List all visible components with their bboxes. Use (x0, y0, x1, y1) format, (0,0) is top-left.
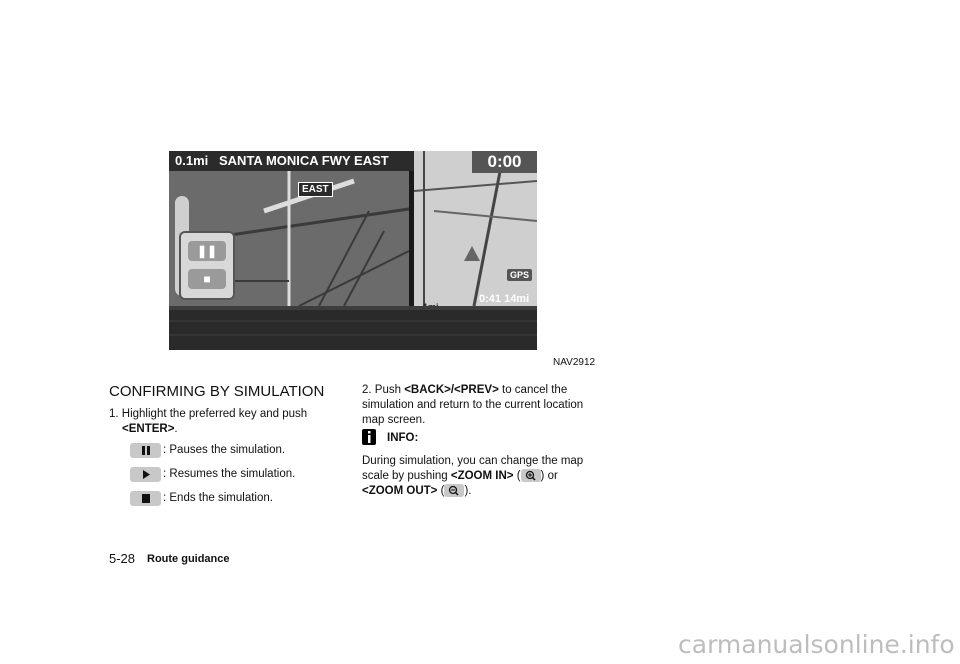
back-prev-keys: <BACK>/<PREV> (404, 384, 499, 396)
step-1 (109, 407, 348, 437)
zoom-in-key: <ZOOM IN> (450, 470, 514, 482)
page-number: 5-28 (109, 551, 136, 566)
stop-icon (130, 491, 161, 506)
step-1-text: 1. Highlight the preferred key and push (109, 408, 308, 420)
legend-stop (130, 489, 273, 507)
zoom-out-icon (444, 484, 464, 497)
overview-map (414, 151, 537, 306)
step-1-period: . (174, 423, 178, 435)
figure-caption: NAV2912 (553, 357, 596, 368)
dashboard-stripes (169, 306, 537, 350)
legend-play-text: : Resumes the simulation. (163, 468, 296, 480)
pause-button[interactable]: ❚❚ (188, 241, 226, 261)
stop-button[interactable]: ■ (188, 269, 226, 289)
time-readout: 0:00 (472, 151, 537, 173)
section-title: CONFIRMING BY SIMULATION (109, 383, 325, 400)
dashboard-panel (169, 306, 537, 350)
pause-icon (130, 443, 161, 458)
distance-readout: 0.1mi (175, 153, 209, 168)
page-section-title: Route guidance (147, 553, 230, 565)
zoom-in-icon (521, 469, 541, 482)
play-icon (130, 467, 161, 482)
gps-badge: GPS (507, 269, 532, 281)
legend-pause (130, 441, 285, 459)
legend-stop-text: : Ends the simulation. (163, 492, 273, 504)
info-heading: INFO: (387, 432, 419, 444)
enter-key: <ENTER> (122, 423, 175, 435)
simulation-control-panel (179, 231, 235, 300)
direction-sign: EAST (298, 182, 333, 197)
zoom-out-key: <ZOOM OUT> (362, 485, 438, 497)
overview-roads (414, 151, 537, 306)
step-2 (362, 383, 599, 428)
watermark: carmanualsonline.info (678, 630, 955, 659)
info-body: During simulation, you can change the map scale by pushing <ZOOM IN> ( ) or <ZOOM OUT> ( ). (362, 455, 584, 497)
step-2-prefix: 2. Push (362, 384, 401, 396)
info-text: During simulation, you can change the map scale by pushing (362, 455, 584, 482)
or-text: or (547, 470, 558, 482)
legend-play (130, 465, 295, 483)
step-2-text: to cancel the simulation and return to the current location map screen. (362, 384, 584, 426)
eta-readout: 0:41 14mi (479, 293, 530, 305)
legend-pause-text: : Pauses the simulation. (163, 444, 286, 456)
street-name: SANTA MONICA FWY EAST (219, 153, 389, 168)
navigation-screen-figure (169, 151, 537, 350)
info-icon (362, 429, 376, 445)
